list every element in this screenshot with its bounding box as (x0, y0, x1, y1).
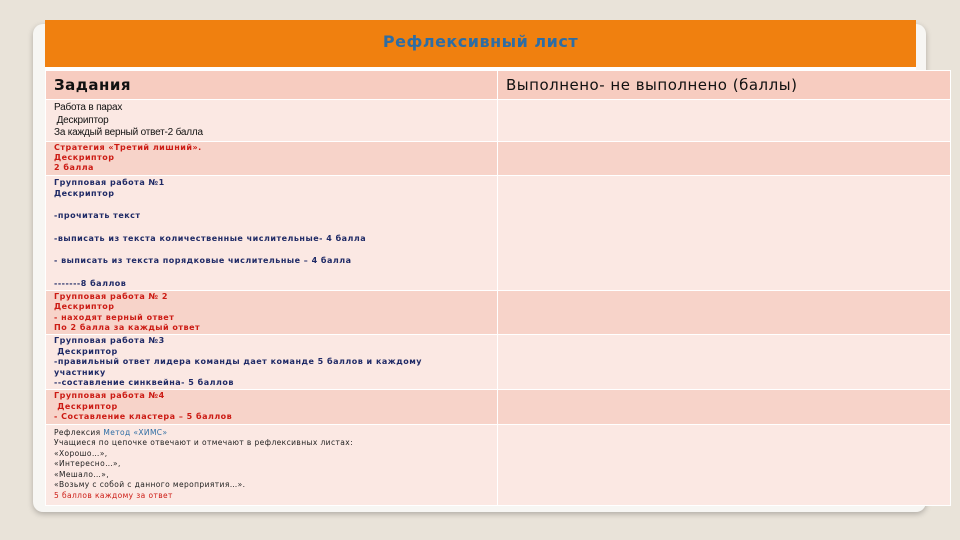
task-cell (46, 141, 498, 175)
task-cell (46, 335, 498, 390)
task-line: За каждый верный ответ-2 балла (54, 127, 203, 138)
table-row (46, 335, 951, 390)
result-cell (498, 335, 951, 390)
method-label: Метод «ХИМС» (103, 427, 168, 437)
column-header-result: Выполнено- не выполнено (баллы) (498, 71, 951, 100)
task-line: Групповая работа № 2 (54, 291, 168, 301)
task-line: Дескриптор (54, 152, 115, 162)
reflection-label: Рефлексия (54, 427, 104, 437)
title-bar (45, 20, 916, 67)
task-line (54, 199, 489, 210)
column-header-tasks: Задания (46, 71, 498, 100)
result-cell (498, 390, 951, 424)
task-line: Дескриптор (54, 346, 118, 356)
table-row (46, 390, 951, 424)
result-cell (498, 424, 951, 505)
task-line: -------8 баллов (54, 278, 127, 288)
task-line: Групповая работа №4 (54, 391, 165, 401)
table-row (46, 100, 951, 142)
task-line (54, 244, 489, 255)
task-line: «Мешало…», (54, 469, 109, 479)
task-line: Дескриптор (54, 302, 115, 312)
task-cell (46, 290, 498, 335)
table-row (46, 141, 951, 175)
task-line: «Хорошо…», (54, 448, 108, 458)
task-cell (46, 100, 498, 142)
task-line: 5 баллов каждому за ответ (54, 490, 173, 500)
task-line: Дескриптор (54, 114, 109, 126)
task-cell (46, 175, 498, 290)
slide-content (45, 20, 916, 500)
task-line: - Составление кластера – 5 баллов (54, 412, 233, 422)
task-line: -выписать из текста количественные числительные- 4 балла (54, 233, 367, 243)
task-line (54, 428, 489, 439)
task-cell (46, 424, 498, 505)
task-line: Дескриптор (54, 401, 118, 411)
task-line: По 2 балла за каждый ответ (54, 322, 201, 332)
result-cell (498, 175, 951, 290)
task-line: -прочитать текст (54, 211, 141, 221)
table-row (46, 175, 951, 290)
task-line: Групповая работа №3 (54, 336, 165, 346)
task-line: Групповая работа №1 (54, 177, 165, 187)
task-line: Дескриптор (54, 188, 115, 198)
table-row (46, 290, 951, 335)
table-header-row (46, 71, 951, 100)
task-line: - находят верный ответ (54, 312, 175, 322)
result-cell (498, 290, 951, 335)
task-cell (46, 390, 498, 424)
task-line (54, 266, 489, 277)
task-line: Работа в парах (54, 102, 123, 113)
task-line: «Возьму с собой с данного мероприятия…». (54, 480, 246, 490)
task-line: -правильный ответ лидера команды дает команде 5 баллов и каждому (54, 357, 422, 367)
task-line: Учащиеся по цепочке отвечают и отмечают в рефлексивных листах: (54, 438, 354, 448)
task-line (54, 222, 489, 233)
page-title: Рефлексивный лист (382, 32, 579, 51)
task-line: 2 балла (54, 163, 94, 173)
result-cell (498, 141, 951, 175)
task-line: --составление синквейна- 5 баллов (54, 378, 234, 387)
table-row (46, 424, 951, 505)
reflection-table (45, 70, 951, 506)
result-cell (498, 100, 951, 142)
task-line: - выписать из текста порядковые числительные – 4 балла (54, 256, 352, 266)
task-line: участнику (54, 367, 106, 377)
task-line: «Интересно…», (54, 459, 121, 469)
task-line: Стратегия «Третий лишний». (54, 142, 202, 152)
